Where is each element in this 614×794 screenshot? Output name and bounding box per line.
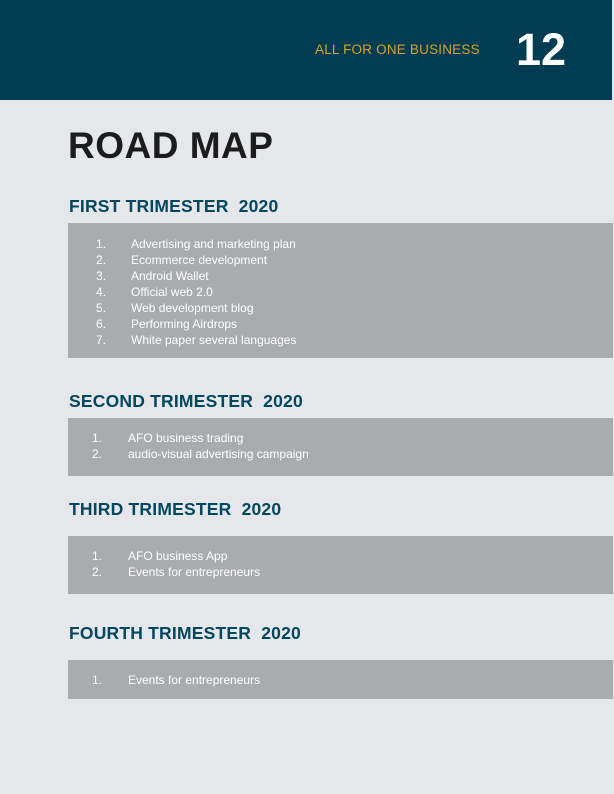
header-brand: ALL FOR ONE BUSINESS (315, 42, 480, 57)
list-item-text: Web development blog (131, 301, 254, 315)
list-item-number: 2. (96, 253, 107, 267)
list-item-number: 4. (96, 285, 107, 299)
list-item-text: AFO business trading (128, 431, 244, 445)
page-header (0, 0, 612, 100)
list-item-number: 5. (96, 301, 107, 315)
list-item-number: 1. (92, 431, 103, 445)
list-item-text: Advertising and marketing plan (131, 237, 296, 251)
section-box-first-trimester (68, 223, 613, 358)
section-title-fourth-trimester: FOURTH TRIMESTER 2020 (69, 623, 301, 643)
list-item-text: Performing Airdrops (131, 317, 238, 331)
section-box-second-trimester (68, 418, 613, 476)
list-item-number: 1. (92, 549, 103, 563)
list-item-text: Ecommerce development (131, 253, 268, 267)
list-item-text: Android Wallet (131, 269, 209, 283)
section-box-third-trimester (68, 536, 613, 594)
list-item-text: Events for entrepreneurs (128, 565, 261, 579)
list-item-text: Events for entrepreneurs (128, 673, 261, 687)
page-number: 12 (516, 24, 567, 75)
list-item-number: 1. (92, 673, 103, 687)
list-item-number: 1. (96, 237, 107, 251)
list-item-text: AFO business App (128, 549, 228, 563)
list-item-text: Official web 2.0 (131, 285, 213, 299)
section-box-fourth-trimester (68, 660, 613, 699)
list-item-text: audio-visual advertising campaign (128, 447, 309, 461)
list-item-text: White paper several languages (131, 333, 297, 347)
list-item-number: 2. (92, 565, 103, 579)
list-item-number: 7. (96, 333, 107, 347)
section-title-first-trimester: FIRST TRIMESTER 2020 (69, 196, 279, 216)
list-item-number: 3. (96, 269, 107, 283)
section-title-third-trimester: THIRD TRIMESTER 2020 (69, 499, 282, 519)
list-item-number: 6. (96, 317, 107, 331)
section-title-second-trimester: SECOND TRIMESTER 2020 (69, 391, 303, 411)
list-item-number: 2. (92, 447, 103, 461)
page-title: ROAD MAP (68, 125, 274, 166)
